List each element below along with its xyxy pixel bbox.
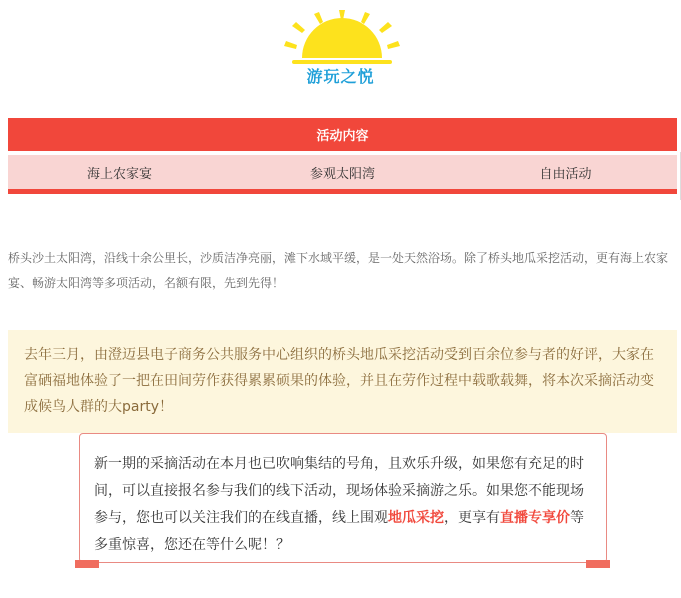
corner-decoration-left — [75, 560, 99, 568]
note-text-2: ，更享有 — [444, 510, 500, 526]
tab-free-activity[interactable]: 自由活动 — [539, 166, 592, 182]
intro-paragraph: 桥头沙土太阳湾，沿线十余公里长，沙质洁净亮丽，滩下水域平缓，是一处天然浴场。除了桥头地瓜采挖活动，更有海上农家宴、畅游太阳湾等多项活动，名额有限，先到先得！ — [8, 251, 669, 290]
note-highlight-digging: 地瓜采挖 — [388, 510, 444, 526]
activity-content-bar: 活动内容 — [8, 118, 677, 151]
note-text-1: 新一期的采摘活动在本月也已吹响集结的号角，且欢乐升级，如果您有充足的时间，可以直接报名参与我们的线下活动，现场体验采摘游之乐。如果您不能现场参与，您也可以关注我们的在线直播，线上围观 — [94, 456, 584, 526]
corner-decoration-right — [586, 560, 610, 568]
brand-header — [0, 0, 681, 100]
tab-sun-bay-visit[interactable]: 参观太阳湾 — [309, 166, 375, 182]
note-highlight-live-price: 直播专享价 — [500, 510, 570, 526]
activity-tabs — [8, 155, 677, 194]
review-highlight-box: 去年三月，由澄迈县电子商务公共服务中心组织的桥头地瓜采挖活动受到百余位参与者的好评，大家在富硒福地体验了一把在田间劳作获得累累硕果的体验，并且在劳作过程中载歌载舞，将本次采摘活动变成候鸟人群的大party！ — [8, 330, 677, 433]
tab-seafood-feast[interactable]: 海上农家宴 — [86, 166, 152, 182]
note-text-3: 等多重惊喜，您还在等什么呢！？ — [94, 510, 584, 553]
sun-logo-icon — [284, 10, 400, 66]
invitation-note — [79, 433, 607, 563]
brand-title: 游玩之悦 — [306, 67, 375, 86]
